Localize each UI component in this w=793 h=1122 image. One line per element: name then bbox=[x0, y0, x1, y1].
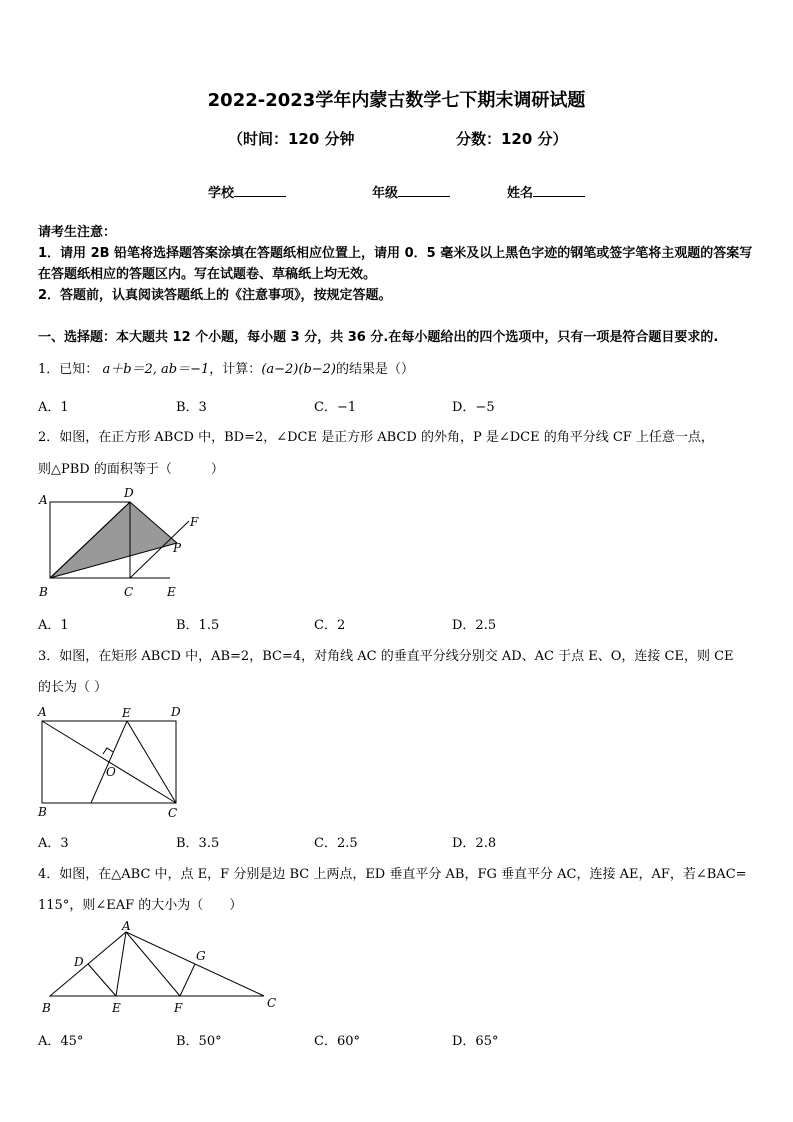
q3-figure bbox=[34, 703, 194, 821]
q4-label-f: F bbox=[174, 1001, 183, 1015]
q2-label-f: F bbox=[190, 515, 199, 529]
q4-line-ed bbox=[88, 964, 116, 996]
q1-option-c[interactable]: C．−1 bbox=[314, 400, 357, 415]
q4-line-fg bbox=[180, 964, 195, 996]
q3-text-1: 如图，在矩形 ABCD 中，AB=2，BC=4，对角线 AC 的垂直平分线分别交 AD、AC 于点 E、O，连接 CE，则 CE bbox=[59, 649, 734, 664]
section-heading: 一、选择题：本大题共 12 个小题，每小题 3 分，共 36 分.在每小题给出的四个选项中，只有一项是符合题目要求的. bbox=[38, 330, 719, 345]
name-field bbox=[507, 182, 585, 201]
school-label: 学校 bbox=[208, 186, 235, 201]
q3-perp-bisector bbox=[91, 721, 127, 803]
q4-text-2: 115°，则∠EAF 的大小为（ ） bbox=[38, 898, 243, 913]
q4-option-c[interactable]: C．60° bbox=[314, 1034, 360, 1049]
question-2-line-1 bbox=[38, 426, 714, 445]
q3-text-2: 的长为（ ） bbox=[38, 680, 108, 695]
name-label: 姓名 bbox=[507, 186, 534, 201]
q1-mid: ，计算： bbox=[209, 362, 262, 377]
q1-option-d[interactable]: D．−5 bbox=[452, 400, 495, 415]
q3-right-angle-mark bbox=[103, 748, 113, 754]
q4-text-1: 如图，在△ABC 中，点 E，F 分别是边 BC 上两点，ED 垂直平分 AB，FG 垂直平分 AC，连接 AE，AF，若∠BAC= bbox=[59, 867, 747, 882]
q4-option-b[interactable]: B．50° bbox=[176, 1034, 222, 1049]
school-blank[interactable] bbox=[234, 184, 286, 197]
q4-label-d: D bbox=[74, 955, 84, 969]
q4-line-ae bbox=[116, 932, 126, 996]
q1-number: 1． bbox=[38, 362, 60, 377]
page-title: 2022-2023学年内蒙古数学七下期末调研试题 bbox=[207, 90, 586, 111]
q1-option-b[interactable]: B．3 bbox=[176, 400, 207, 415]
name-blank[interactable] bbox=[533, 184, 585, 197]
exam-score: 分数：120 分） bbox=[456, 130, 568, 148]
question-1 bbox=[38, 358, 414, 377]
q2-label-a: A bbox=[39, 493, 48, 507]
school-field bbox=[208, 182, 286, 201]
grade-blank[interactable] bbox=[398, 184, 450, 197]
q4-figure bbox=[34, 918, 284, 1018]
q2-label-c: C bbox=[124, 585, 134, 599]
grade-label: 年级 bbox=[372, 186, 399, 201]
q3-label-a: A bbox=[38, 705, 47, 719]
q1-option-a[interactable]: A．1 bbox=[38, 400, 69, 415]
q3-option-a[interactable]: A．3 bbox=[38, 836, 69, 851]
q4-option-a[interactable]: A．45° bbox=[38, 1034, 84, 1049]
q2-shaded-triangle bbox=[50, 502, 177, 578]
question-3-line-1 bbox=[38, 645, 734, 664]
q3-number: 3． bbox=[38, 649, 60, 664]
q3-label-c: C bbox=[168, 806, 178, 820]
exam-time: （时间：120 分钟 bbox=[228, 130, 355, 148]
q1-post: 的结果是（） bbox=[336, 362, 415, 377]
q2-option-c[interactable]: C．2 bbox=[314, 618, 346, 633]
q1-math-given: a＋b＝2, ab＝−1 bbox=[102, 362, 210, 377]
q3-label-b: B bbox=[38, 805, 47, 819]
q3-label-e: E bbox=[122, 706, 131, 720]
q2-text-2: 则△PBD 的面积等于（ ） bbox=[38, 462, 224, 477]
q3-option-b[interactable]: B．3.5 bbox=[176, 836, 220, 851]
q2-label-b: B bbox=[39, 585, 48, 599]
q2-number: 2． bbox=[38, 430, 60, 445]
q4-number: 4． bbox=[38, 867, 60, 882]
grade-field bbox=[372, 182, 450, 201]
q1-math-expr: (a−2)(b−2) bbox=[261, 362, 336, 377]
q2-option-d[interactable]: D．2.5 bbox=[452, 618, 497, 633]
q3-option-d[interactable]: D．2.8 bbox=[452, 836, 497, 851]
notice-line-2: 2．答题前，认真阅读答题纸上的《注意事项》，按规定答题。 bbox=[38, 288, 392, 303]
q4-label-g: G bbox=[196, 949, 206, 963]
q2-figure bbox=[36, 488, 206, 602]
q1-pre: 已知： bbox=[59, 362, 99, 377]
q3-label-o: O bbox=[106, 765, 116, 779]
q2-label-d: D bbox=[124, 488, 134, 500]
q4-label-a: A bbox=[122, 919, 131, 933]
q3-line-ce bbox=[127, 721, 176, 803]
q4-option-d[interactable]: D．65° bbox=[452, 1034, 499, 1049]
q2-text-1: 如图，在正方形 ABCD 中，BD=2，∠DCE 是正方形 ABCD 的外角，P 是∠DCE 的角平分线 CF 上任意一点， bbox=[59, 430, 714, 445]
q4-label-e: E bbox=[112, 1001, 121, 1015]
q2-label-p: P bbox=[173, 541, 182, 555]
q3-option-c[interactable]: C．2.5 bbox=[314, 836, 358, 851]
notice-line-1: 1．请用 2B 铅笔将选择题答案涂填在答题纸相应位置上，请用 0．5 毫米及以上黑色字迹的钢笔或签字笔将主观题的答案写在答题纸相应的答题区内。写在试题卷、草稿纸上均无效。 bbox=[38, 246, 753, 282]
q4-label-c: C bbox=[267, 996, 277, 1010]
q2-option-a[interactable]: A．1 bbox=[38, 618, 69, 633]
question-4-line-1 bbox=[38, 863, 747, 882]
q4-line-af bbox=[126, 932, 180, 996]
q2-option-b[interactable]: B．1.5 bbox=[176, 618, 220, 633]
notice-heading: 请考生注意： bbox=[38, 225, 117, 240]
q3-label-d: D bbox=[171, 705, 181, 719]
q4-label-b: B bbox=[42, 1001, 51, 1015]
q2-label-e: E bbox=[167, 585, 176, 599]
